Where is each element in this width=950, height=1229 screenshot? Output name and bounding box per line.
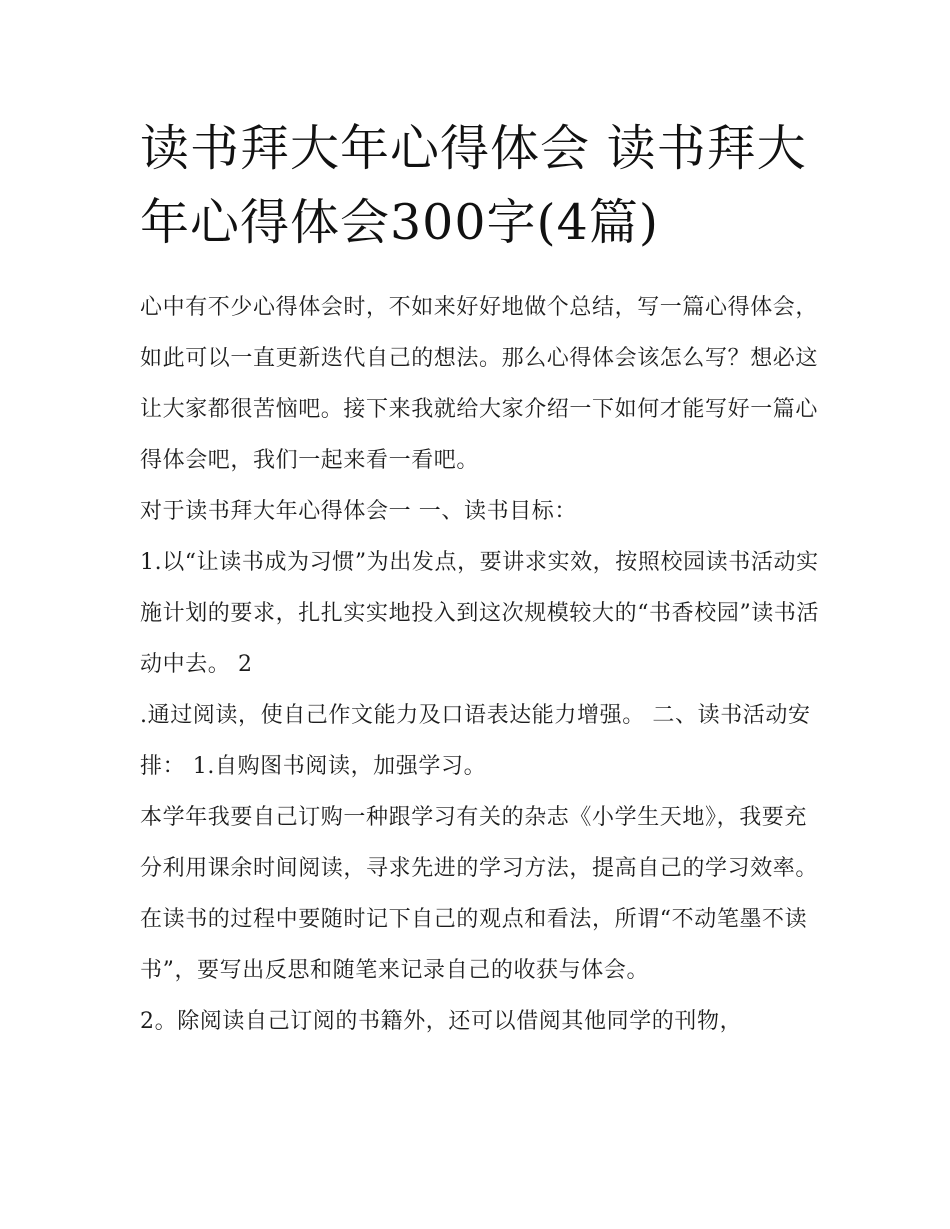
- paragraph-intro: 心中有不少心得体会时，不如来好好地做个总结，写一篇心得体会，如此可以一直更新迭代自己的想法。那么心得体会该怎么写？想必这让大家都很苦恼吧。接下来我就给大家介绍一下如何才能写好一篇心得体会吧，我们一起来看一看吧。: [140, 295, 819, 473]
- paragraph-plan: 本学年我要自己订购一种跟学习有关的杂志《小学生天地》，我要充分利用课余时间阅读，寻求先进的学习方法，提高自己的学习效率。在读书的过程中要随时记下自己的观点和看法，所谓“不动笔墨不读书”，要写出反思和随笔来记录自己的收获与体会。: [140, 805, 819, 983]
- paragraph-goal-2: .通过阅读，使自己作文能力及口语表达能力增强。 二、读书活动安排： 1.自购图书阅读，加强学习。: [140, 703, 811, 779]
- document-title: 读书拜大年心得体会 读书拜大年心得体会300字(4篇): [140, 120, 807, 251]
- paragraph-list: [140, 282, 820, 1047]
- document-body: [140, 112, 820, 1047]
- paragraph-goal-1: 1.以“让读书成为习惯”为出发点，要讲求实效，按照校园读书活动实施计划的要求，扎扎实实地投入到这次规模较大的“书香校园”读书活动中去。 2: [140, 550, 820, 677]
- paragraph-section-heading: 对于读书拜大年心得体会一 一、读书目标：: [140, 499, 577, 524]
- paragraph-borrow: 2。除阅读自己订阅的书籍外，还可以借阅其他同学的刊物，: [140, 1009, 743, 1034]
